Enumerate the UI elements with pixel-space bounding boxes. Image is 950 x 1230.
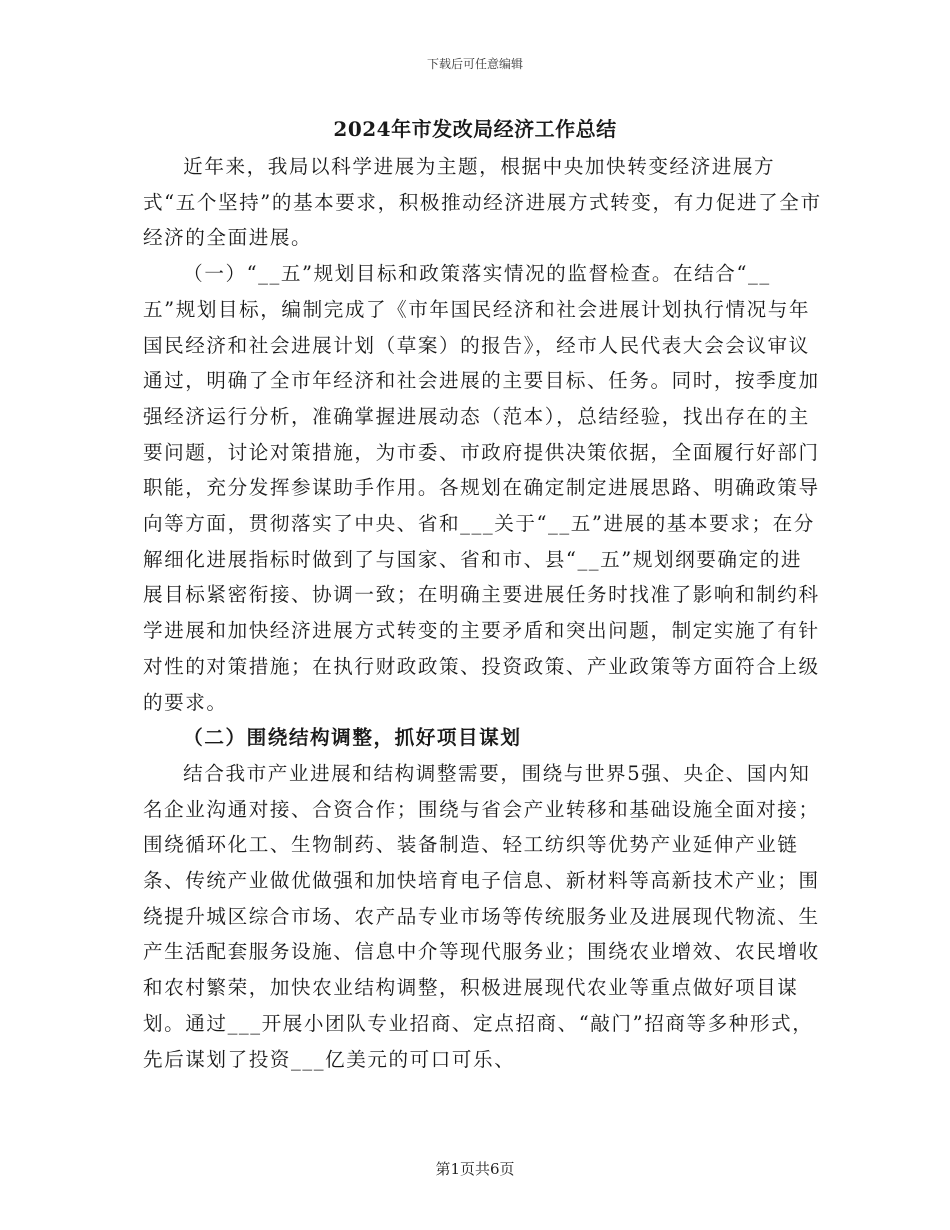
document-title: 2024年市发改局经济工作总结 [333, 117, 617, 141]
section-heading-2: （二）围绕结构调整，抓好项目谋划 [183, 726, 522, 750]
document-body [143, 149, 823, 1077]
paragraph-section-2: 结合我市产业进展和结构调整需要，围绕与世界5强、央企、国内知名企业沟通对接、合资合作；围绕与省会产业转移和基础设施全面对接；围绕循环化工、生物制药、装备制造、轻工纺织等优势产业延伸产业链条、传统产业做优做强和加快培育电子信息、新材料等高新技术产业；围绕提升城区综合市场、农产品专业市场等传统服务业及进展现代物流、生产生活配套服务设施、信息中介等现代服务业；围绕农业增效、农民增收和农村繁荣，加快农业结构调整，积极进展现代农业等重点做好项目谋划。通过___开展小团队专业招商、定点招商、“敲门”招商等多种形式，先后谋划了投资___亿美元的可口可乐、 [143, 761, 820, 1071]
header-note: 下载后可任意编辑 [426, 57, 523, 71]
paragraph-section-1: （一）“__五”规划目标和政策落实情况的监督检查。在结合“__五”规划目标，编制完成了《市年国民经济和社会进展计划执行情况与年国民经济和社会进展计划（草案）的报告》，经市人民代表大会会议审议通过，明确了全市年经济和社会进展的主要目标、任务。同时，按季度加强经济运行分析，准确掌握进展动态（范本），总结经验，找出存在的主要问题，讨论对策措施，为市委、市政府提供决策依据，全面履行好部门职能，充分发挥参谋助手作用。各规划在确定制定进展思路、明确政策导向等方面，贯彻落实了中央、省和___关于“__五”进展的基本要求；在分解细化进展指标时做到了与国家、省和市、县“__五”规划纲要确定的进展目标紧密衔接、协调一致；在明确主要进展任务时找准了影响和制约科学进展和加快经济进展方式转变的主要矛盾和突出问题，制定实施了有针对性的对策措施；在执行财政政策、投资政策、产业政策等方面符合上级的要求。 [143, 262, 820, 714]
paragraph-intro: 近年来，我局以科学进展为主题，根据中央加快转变经济进展方式“五个坚持”的基本要求，积极推动经济进展方式转变，有力促进了全市经济的全面进展。 [143, 155, 822, 250]
page-number-footer: 第1页共6页 [435, 1160, 515, 1178]
